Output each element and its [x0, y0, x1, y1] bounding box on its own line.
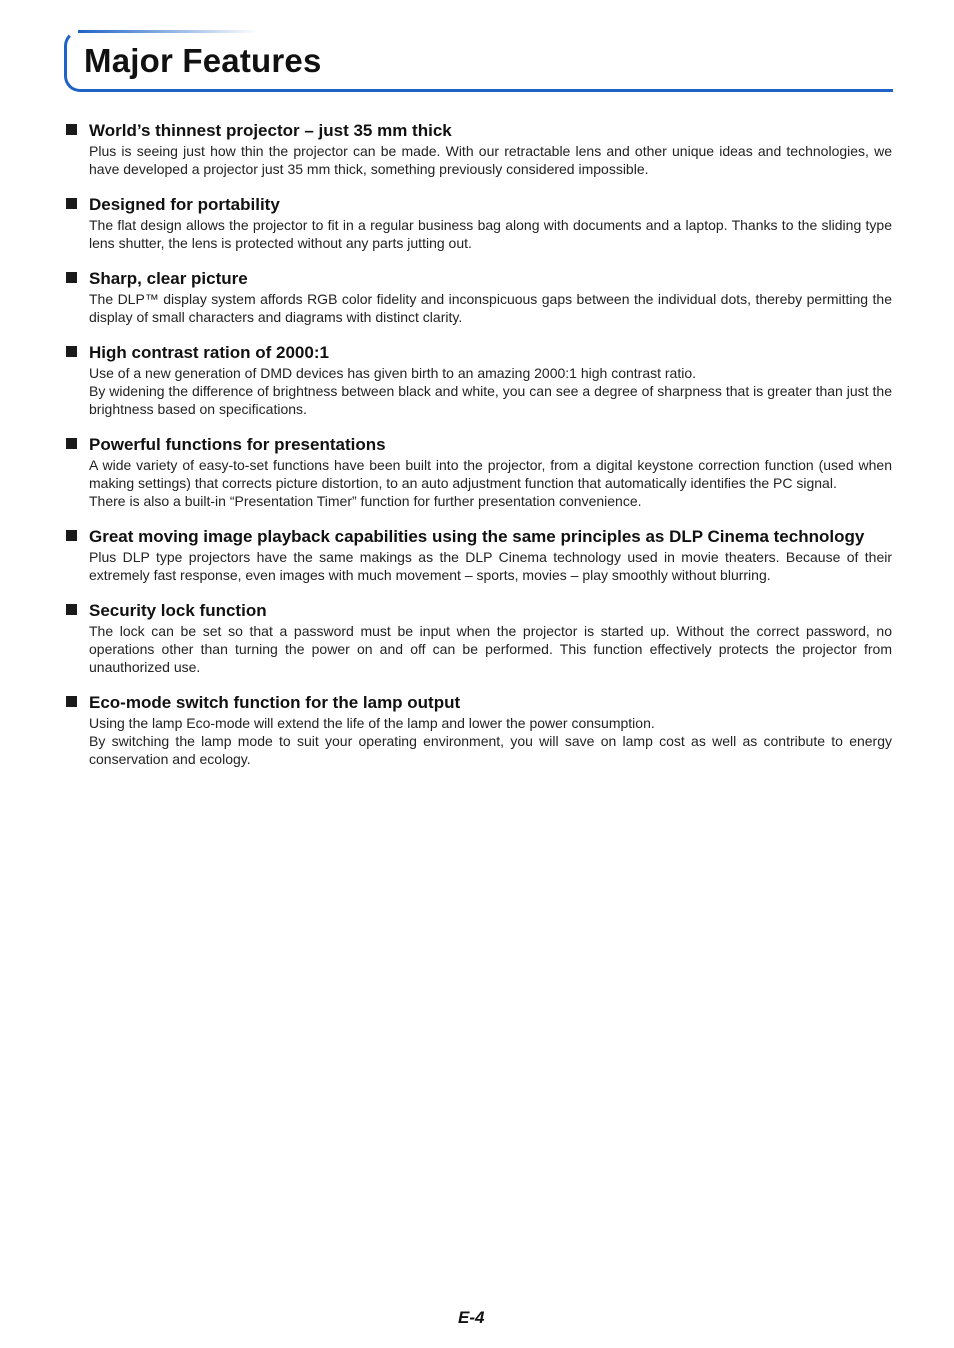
feature-section	[66, 526, 892, 584]
feature-section	[66, 120, 892, 178]
feature-body	[89, 142, 892, 178]
square-bullet-icon	[66, 198, 77, 209]
feature-section	[66, 268, 892, 326]
feature-body	[89, 290, 892, 326]
feature-paragraph: Use of a new generation of DMD devices has given birth to an amazing 2000:1 high contrast ratio.	[89, 365, 697, 381]
feature-paragraph: By widening the difference of brightness between black and white, you can see a degree of sharpness that is greater than just the brightness based on specifications.	[89, 383, 892, 417]
feature-title: Security lock function	[89, 601, 267, 620]
feature-title: Eco-mode switch function for the lamp output	[89, 693, 461, 712]
feature-heading	[66, 342, 892, 364]
feature-heading	[66, 434, 892, 456]
feature-title: High contrast ration of 2000:1	[89, 343, 329, 362]
page-header	[64, 30, 893, 92]
features-list	[66, 120, 892, 784]
square-bullet-icon	[66, 604, 77, 615]
feature-paragraph: Using the lamp Eco-mode will extend the life of the lamp and lower the power consumption.	[89, 715, 655, 731]
feature-title: Designed for portability	[89, 195, 280, 214]
feature-heading	[66, 600, 892, 622]
feature-section	[66, 692, 892, 768]
feature-paragraph: A wide variety of easy-to-set functions have been built into the projector, from a digital keystone correction function (used when making settings) that corrects picture distortion, to an auto adjustment function that automatically identifies the PC signal.	[89, 457, 892, 491]
feature-body	[89, 548, 892, 584]
feature-paragraph: By switching the lamp mode to suit your operating environment, you will save on lamp cost as well as contribute to energy conservation and ecology.	[89, 733, 892, 767]
feature-section	[66, 194, 892, 252]
feature-heading	[66, 692, 892, 714]
square-bullet-icon	[66, 438, 77, 449]
feature-paragraph: The DLP™ display system affords RGB color fidelity and inconspicuous gaps between the individual dots, thereby permitting the display of small characters and diagrams with distinct clarity.	[89, 291, 892, 325]
feature-section	[66, 434, 892, 510]
feature-heading	[66, 120, 892, 142]
feature-paragraph: The flat design allows the projector to fit in a regular business bag along with documents and a laptop. Thanks to the sliding type lens shutter, the lens is protected without any parts jutting out.	[89, 217, 892, 251]
feature-body	[89, 364, 892, 418]
feature-heading	[66, 268, 892, 290]
square-bullet-icon	[66, 530, 77, 541]
feature-paragraph: Plus DLP type projectors have the same makings as the DLP Cinema technology used in movie theaters. Because of their extremely fast response, even images with much movement – sports, movies – play smoothly without blurring.	[89, 549, 892, 583]
feature-body	[89, 456, 892, 510]
feature-section	[66, 342, 892, 418]
feature-title: Powerful functions for presentations	[89, 435, 386, 454]
feature-title: Sharp, clear picture	[89, 269, 248, 288]
square-bullet-icon	[66, 272, 77, 283]
square-bullet-icon	[66, 696, 77, 707]
feature-heading	[66, 526, 892, 548]
feature-body	[89, 714, 892, 768]
feature-section	[66, 600, 892, 676]
feature-paragraph: Plus is seeing just how thin the projector can be made. With our retractable lens and other unique ideas and technologies, we have developed a projector just 35 mm thick, something previously considered impossible.	[89, 143, 892, 177]
page-title: Major Features	[84, 42, 322, 79]
square-bullet-icon	[66, 346, 77, 357]
feature-heading	[66, 194, 892, 216]
feature-title: Great moving image playback capabilities using the same principles as DLP Cinema technology	[89, 527, 865, 546]
feature-title: World’s thinnest projector – just 35 mm thick	[89, 121, 452, 140]
header-accent-line	[78, 30, 258, 33]
page-number: E-4	[458, 1308, 485, 1327]
feature-body	[89, 622, 892, 676]
feature-paragraph: The lock can be set so that a password must be input when the projector is started up. Without the correct password, no operations other than turning the power on and off can be performed. This function effectively protects the projector from unauthorized use.	[89, 623, 892, 675]
feature-body	[89, 216, 892, 252]
square-bullet-icon	[66, 124, 77, 135]
feature-paragraph: There is also a built-in “Presentation Timer” function for further presentation convenience.	[89, 493, 642, 509]
